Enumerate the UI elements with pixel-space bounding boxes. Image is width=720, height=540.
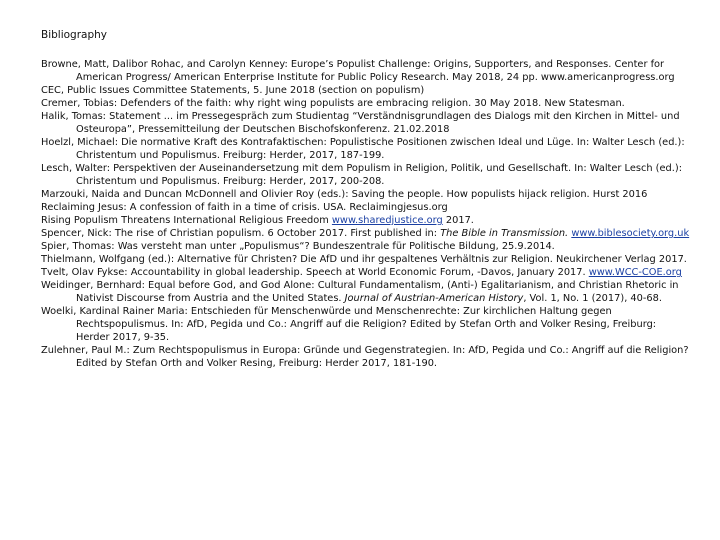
entry-italic-title: The Bible in Transmission. (440, 228, 569, 239)
entry-italic-title: Journal of Austrian-American History (344, 293, 524, 304)
list-item (41, 279, 691, 305)
list-item: Lesch, Walter: Perspektiven der Auseinandersetzung mit dem Populism in Religion, Politik, und Gesellschaft. In: Walter Lesch (ed.): Christentum und Populismus. Freiburg: Herder, 2017, 200-208. (41, 163, 682, 187)
list-item: Browne, Matt, Dalibor Rohac, and Carolyn Kenney: Europe’s Populist Challenge: Origins, Supporters, and Responses. Center for American Progress/ American Enterprise Institute for Public Policy Research. May 2018, 24 pp. www.americanprogress.org (41, 59, 675, 83)
list-item: Thielmann, Wolfgang (ed.): Alternative für Christen? Die AfD und ihr gespaltenes Verhältnis zur Religion. Neukirchener Verlag 2017. (41, 254, 687, 265)
list-item (41, 214, 691, 227)
entry-text: Rising Populism Threatens International Religious Freedom (41, 215, 332, 226)
list-item: Reclaiming Jesus: A confession of faith in a time of crisis. USA. Reclaimingjesus.org (41, 202, 448, 213)
page-title: Bibliography (41, 29, 107, 41)
entry-text: Spencer, Nick: The rise of Christian populism. 6 October 2017. First published in: (41, 228, 441, 239)
entry-text: , Vol. 1, No. 1 (2017), 40-68. (523, 293, 663, 304)
list-item: Zulehner, Paul M.: Zum Rechtspopulismus in Europa: Gründe und Gegenstrategien. In: AfD, Pegida und Co.: Angriff auf die Religion? Edited by Stefan Orth and Volker Resing, Freiburg: Herder 2017, 181-190. (41, 345, 689, 369)
entry-link[interactable]: www.WCC-COE.org (588, 267, 682, 278)
list-item: Woelki, Kardinal Rainer Maria: Entschieden für Menschenwürde und Menschenrechte: Zur kirchlichen Haltung gegen Rechtspopulismus. In: AfD, Pegida und Co.: Angriff auf die Religion? Edited by Stefan Orth and Volker Resing, Freiburg: Herder 2017, 9-35. (41, 306, 657, 343)
list-item: Spier, Thomas: Was versteht man unter „Populismus“? Bundeszentrale für Politische Bildung, 25.9.2014. (41, 241, 555, 252)
list-item: CEC, Public Issues Committee Statements, 5. June 2018 (section on populism) (41, 85, 425, 96)
entry-link[interactable]: www.sharedjustice.org (331, 215, 443, 226)
list-item (41, 266, 691, 279)
entry-link[interactable]: www.biblesociety.org.uk (571, 228, 690, 239)
list-item: Cremer, Tobias: Defenders of the faith: why right wing populists are embracing religion. 30 May 2018. New Statesman. (41, 98, 625, 109)
list-item: Marzouki, Naida and Duncan McDonnell and Olivier Roy (eds.): Saving the people. How populists hijack religion. Hurst 2016 (41, 189, 648, 200)
list-item (41, 227, 691, 240)
entry-text: 2017. (442, 215, 474, 226)
entry-text: Tvelt, Olav Fykse: Accountability in global leadership. Speech at World Economic Forum, -Davos, January 2017. (41, 267, 589, 278)
list-item: Halik, Tomas: Statement ... im Pressegespräch zum Studientag “Verständnisgrundlagen des Dialogs mit den Kirchen in Mittel- und Osteuropa”, Pressemitteilung der Deutschen Bischofskonferenz. 21.02.2018 (41, 111, 680, 135)
list-item: Hoelzl, Michael: Die normative Kraft des Kontrafaktischen: Populistische Positionen zwischen Ideal und Lüge. In: Walter Lesch (ed.): Christentum und Populismus. Freiburg: Herder, 2017, 187-199. (41, 137, 685, 161)
bibliography-list (41, 58, 691, 370)
entry-text: Weidinger, Bernhard: Equal before God, and God Alone: Cultural Fundamentalism, (Anti-) Egalitarianism, and Christian Rhetoric in Nativist Discourse from Austria and the United States. (41, 280, 679, 304)
